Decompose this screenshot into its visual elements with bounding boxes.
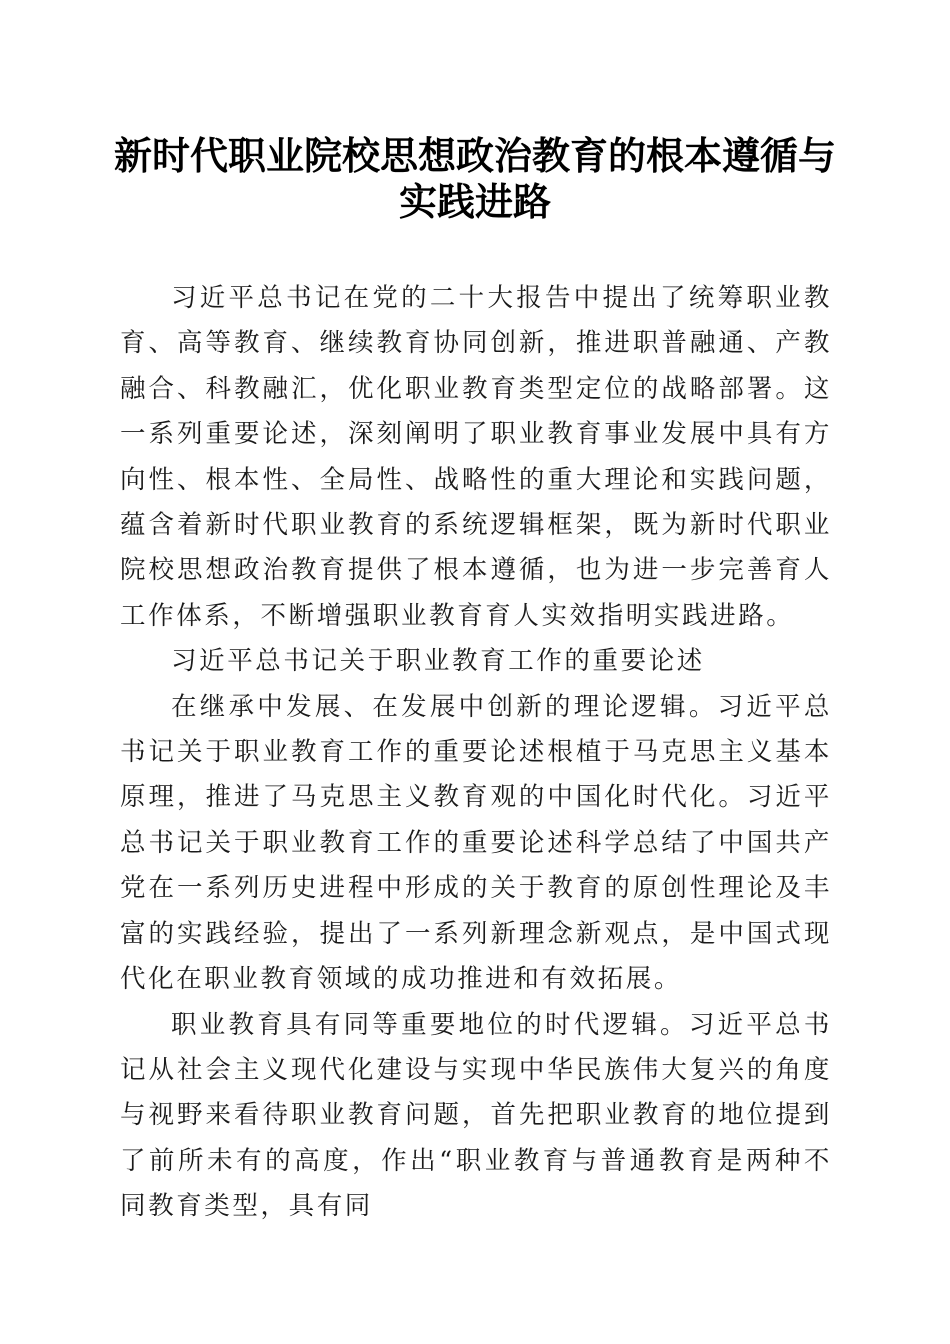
paragraph-theory-logic: 在继承中发展、在发展中创新的理论逻辑。习近平总书记关于职业教育工作的重要论述根植于马克思主义基本原理，推进了马克思主义教育观的中国化时代化。习近平总书记关于职业教育工作的重要论述科学总结了中国共产党在一系列历史进程中形成的关于教育的原创性理论及丰富的实践经验，提出了一系列新理念新观点，是中国式现代化在职业教育领域的成功推进和有效拓展。 <box>120 691 832 995</box>
paragraph-intro: 习近平总书记在党的二十大报告中提出了统筹职业教育、高等教育、继续教育协同创新，推进职普融通、产教融合、科教融汇，优化职业教育类型定位的战略部署。这一系列重要论述，深刻阐明了职业教育事业发展中具有方向性、根本性、全局性、战略性的重大理论和实践问题，蕴含着新时代职业教育的系统逻辑框架，既为新时代职业院校思想政治教育提供了根本遵循，也为进一步完善育人工作体系，不断增强职业教育育人实效指明实践进路。 <box>120 283 832 631</box>
paragraph-era-logic: 职业教育具有同等重要地位的时代逻辑。习近平总书记从社会主义现代化建设与实现中华民族伟大复兴的角度与视野来看待职业教育问题，首先把职业教育的地位提到了前所未有的高度，作出“职业教育与普通教育是两种不同教育类型，具有同 <box>120 1009 832 1222</box>
document-body <box>120 276 832 1230</box>
section-heading: 习近平总书记关于职业教育工作的重要论述 <box>171 646 705 677</box>
document-title: 新时代职业院校思想政治教育的根本遵循与实践进路 <box>113 133 836 224</box>
